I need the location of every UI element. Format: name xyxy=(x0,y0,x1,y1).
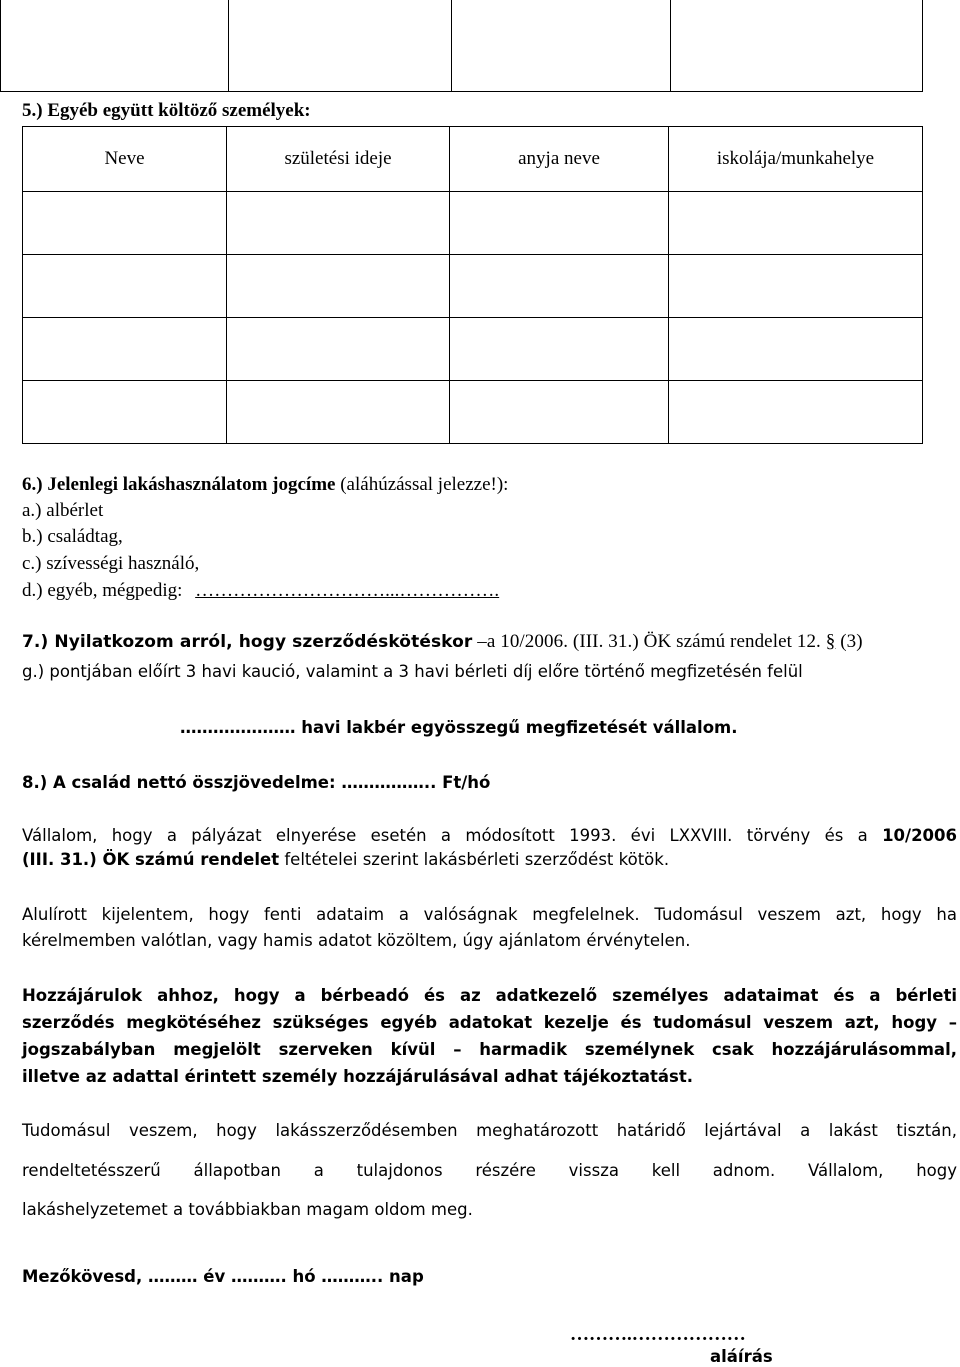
section7-line2: g.) pontjában előírt 3 havi kaució, valamint a 3 havi bérleti díj előre történő megfizetésén felül xyxy=(22,662,803,681)
place-date-line[interactable]: Mezőkövesd, ……… év ………. hó ……….. nap xyxy=(22,1267,424,1286)
consent-line1: Hozzájárulok ahhoz, hogy a bérbeadó és az adatkezelő személyes adataimat és a bérleti xyxy=(22,986,957,1005)
section7-line1: 7.) Nyilatkozom arról, hogy szerződéskötéskor –a 10/2006. (III. 31.) ÖK számú rendelet 12. § (3) xyxy=(22,631,863,652)
option-courtesy-user[interactable]: c.) szívességi használó, xyxy=(22,553,200,574)
acknowledgement-line2: rendeltetésszerű állapotban a tulajdonos részére vissza kell adnom. Vállalom, hogy xyxy=(22,1161,957,1180)
declaration-line2: kérelmemben valótlan, vagy hamis adatot közöltem, úgy ajánlatom érvénytelen. xyxy=(22,931,691,950)
cohabitants-table xyxy=(22,126,923,444)
declaration-line1: Alulírott kijelentem, hogy fenti adataim a valóságnak megfelelnek. Tudomásul veszem azt, hogy ha xyxy=(22,905,957,924)
table-row xyxy=(23,255,923,318)
column-header-birthdate: születési ideje xyxy=(227,127,450,192)
commitment-line2: (III. 31.) ÖK számú rendelet feltételei szerint lakásbérleti szerződést kötök. xyxy=(22,850,670,869)
option-other[interactable]: d.) egyéb, mégpedig: …………………………...……………. xyxy=(22,580,500,601)
column-header-name: Neve xyxy=(23,127,227,192)
section7-line3: ………………… havi lakbér egyösszegű megfizetését vállalom. xyxy=(180,718,738,737)
previous-table-fragment xyxy=(0,0,923,92)
table-row xyxy=(23,192,923,255)
consent-line3: jogszabályban megjelölt szerveken kívül – harmadik személynek csak hozzájárulásommal, xyxy=(22,1040,957,1059)
consent-line4: illetve az adattal érintett személy hozzájárulásával adhat tájékoztatást. xyxy=(22,1067,694,1086)
commitment-line1: Vállalom, hogy a pályázat elnyerése esetén a módosított 1993. évi LXXVIII. törvény és a 10/2006 xyxy=(22,826,957,845)
signature-label: aláírás xyxy=(710,1347,773,1366)
section6-title: 6.) Jelenlegi lakáshasználatom jogcíme (aláhúzással jelezze!): xyxy=(22,474,509,495)
section8-income: 8.) A család nettó összjövedelme: …………….. Ft/hó xyxy=(22,773,491,792)
column-header-mother-name: anyja neve xyxy=(450,127,669,192)
consent-line2: szerződés megkötéséhez szükséges egyéb adatokat kezelje és tudomásul veszem azt, hogy – xyxy=(22,1013,957,1032)
acknowledgement-line3: lakáshelyzetemet a továbbiakban magam oldom meg. xyxy=(22,1200,473,1219)
table-header-row xyxy=(23,127,923,192)
acknowledgement-line1: Tudomásul veszem, hogy lakásszerződésemben meghatározott határidő lejártával a lakást tisztán, xyxy=(22,1121,957,1140)
table-row xyxy=(23,318,923,381)
table-row xyxy=(23,381,923,444)
other-fill-line[interactable]: …………………………...……………. xyxy=(195,580,500,601)
option-sublet[interactable]: a.) albérlet xyxy=(22,500,104,521)
signature-line[interactable]: ……….……………… xyxy=(570,1324,746,1345)
column-header-school-workplace: iskolája/munkahelye xyxy=(669,127,923,192)
option-family-member[interactable]: b.) családtag, xyxy=(22,526,123,547)
section5-title: 5.) Egyéb együtt költöző személyek: xyxy=(22,100,311,121)
